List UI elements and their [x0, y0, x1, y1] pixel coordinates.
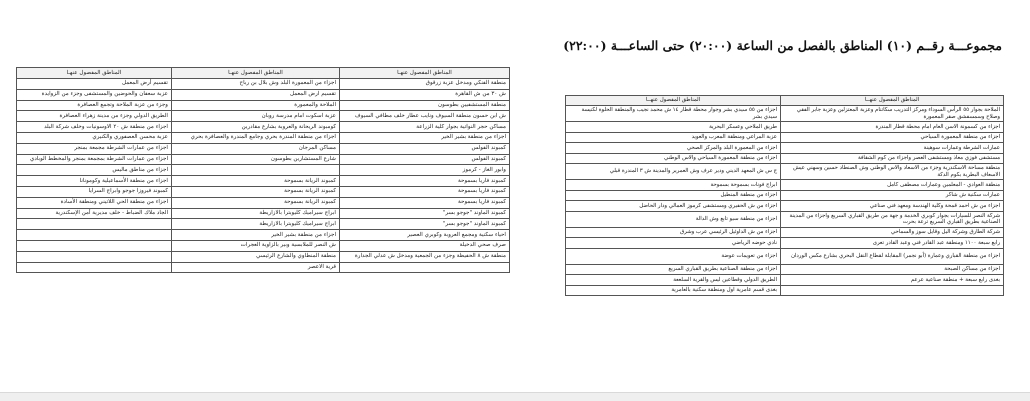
table-row	[566, 201, 1004, 212]
table-cell: بغدى قسم عامرية اول ومنطقة سكنية بالعامرية	[566, 285, 781, 296]
table-cell: كمبوند فيروزا جوجو وابراج السرايا	[17, 186, 172, 197]
table-row	[566, 248, 1004, 264]
table-cell	[340, 262, 510, 273]
table-row	[17, 230, 510, 241]
table-cell: كمبوند الماوند "جوجو بسر"	[340, 219, 510, 230]
table-cell: اجزاء من عمارات الشرطة بمجمعة بمنجر والمخطط الوبادي	[17, 154, 172, 165]
table-row	[17, 208, 510, 219]
table-row	[566, 227, 1004, 238]
table-row	[17, 111, 510, 122]
table-cell: منطقة المستشفيين بطوسون	[340, 100, 510, 111]
table-cell: اجزاء من مناطق ماليس	[17, 165, 172, 176]
table-row	[566, 190, 1004, 201]
table-cell: كمبوند الفولس	[340, 143, 510, 154]
table-cell	[781, 285, 1004, 296]
table-cell: ابراج سيراميك كليوبترا بالازاريطة	[172, 219, 340, 230]
table-cell: قرية الاعصر	[172, 262, 340, 273]
table-cell: شركة النصر للسيارات بجوار كوبري الخدمة و جهة من طريق القباري السريع واجزاء من المدينة الصناعية بطريق القباري السريع ترعة بحرت	[781, 211, 1004, 227]
table-cell: تقسيم ارض المعمل	[172, 89, 340, 100]
table-row	[566, 132, 1004, 143]
table-cell: كمبوند الفولس	[340, 154, 510, 165]
table-row	[17, 197, 510, 208]
table-cell: احياء سكنية ومجمع العروبة وكوبري العصير	[340, 230, 510, 241]
table-cell: منطقة الفنكي ومدخل عزبة زرقوق	[340, 79, 510, 90]
column-header: المناطق المفصول عنهـا	[340, 68, 510, 79]
table-cell: شارع المستشارين بطوسون	[172, 154, 340, 165]
table-cell: اجزاء من منطقة المعمورة السياحي والاس الوطني	[566, 153, 781, 164]
table-cell: اجزاء من منطقة بشير الخير	[172, 230, 340, 241]
table-cell	[17, 240, 172, 251]
table-cell: الملاحة والمعمورة	[172, 100, 340, 111]
table-cell	[17, 251, 172, 262]
table-cell: كمبوند الريانة بسموحة	[172, 197, 340, 208]
table-cell: اجزاء من منطقة المنطيل	[566, 190, 781, 201]
table-header-row	[17, 68, 510, 79]
table-row	[566, 211, 1004, 227]
right-outage-table	[565, 95, 1004, 296]
table-row	[566, 238, 1004, 249]
table-cell	[172, 165, 340, 176]
table-cell: مساكن حجر النواتية بجوار كلية الزراعة	[340, 122, 510, 133]
table-cell: ش النصر للملابسية وبير بالزاوية العجرات	[172, 240, 340, 251]
table-cell: اجزاء من تعويمات عوضة	[566, 248, 781, 264]
table-row	[17, 240, 510, 251]
table-row	[17, 165, 510, 176]
table-cell: كومبوند الريحانة والعروبة بشارع مقادرين	[172, 122, 340, 133]
table-cell: منطقة مساحة الاسكندرية وجزء من الاسعاد والاس الوطني وش الصنطاد حسين وسهني عيش الاسعاف البطربة بكوم الدكة	[781, 164, 1004, 180]
table-cell: اجزاء من منطقة الحي اللاتيني ومنطقة الأسادة	[17, 197, 172, 208]
table-cell: عمارات سكنية ش شاكر	[781, 190, 1004, 201]
table-cell: نادي حوضه الرياضي	[566, 238, 781, 249]
table-row	[566, 106, 1004, 122]
table-row	[17, 100, 510, 111]
table-cell: اجزاء من ش الداوئيل الرئيسي عرب وشرق	[566, 227, 781, 238]
table-row	[17, 143, 510, 154]
table-header-row	[566, 96, 1004, 106]
table-row	[566, 143, 1004, 154]
table-cell: شركة الطارق وشركة اليل وقايل سوز والسماحي	[781, 227, 1004, 238]
table-cell: ابراج سيراميك كليوبترا بالازاريطة	[172, 208, 340, 219]
table-cell: مساكن المرجان	[172, 143, 340, 154]
table-row	[566, 264, 1004, 275]
column-header: المناطق المفصول عنهــا	[781, 96, 1004, 106]
table-row	[17, 186, 510, 197]
table-cell: اجزاء من منطقة الأسماعيلية وكومونانا	[17, 176, 172, 187]
table-cell: منطقة ش ٨ الحفيظة وجزء من الجمعية ومدخل ش عدلي الجدارة	[340, 251, 510, 262]
table-row	[17, 176, 510, 187]
table-cell: كمبوند الريانة بسموحة	[172, 176, 340, 187]
table-cell: اجزاء من ش احمد قمحة وكلية الهندسة ومعهد فني صناعي	[781, 201, 1004, 212]
table-row	[17, 262, 510, 273]
table-cell: ج س ش المعهد الديني ودير عرف وش العمرير والمدينة ش ٣ المندرة قبلي	[566, 164, 781, 180]
table-cell: صرف صحي الدخيلة	[340, 240, 510, 251]
table-row	[566, 275, 1004, 286]
table-cell: اجزاء من منطقة المندرة بحري وجامع المندرة والعصافرة بحري	[172, 132, 340, 143]
table-cell: عمارات الشرطة وعمارات سوهينة	[781, 143, 1004, 154]
table-cell: ابراج فونات بسموحة بسموحة	[566, 180, 781, 191]
table-row	[566, 180, 1004, 191]
table-cell: اجزاء من ش الحفيري ومستشفى كرموز العمالي ودار الحاضل	[566, 201, 781, 212]
table-cell: اجزاء من منطقة المعمورة السياحي	[781, 132, 1004, 143]
table-row	[17, 251, 510, 262]
table-cell: وجزء من عزبة الملاحة وتجمع العصافرة	[17, 100, 172, 111]
table-cell: اجزاء من ٥٥ سيدي بشر وجوار محطة قطار ١٤ ش محمد نجيب والمنطقة الحلوة لكنيسة سيدي بشر	[566, 106, 781, 122]
table-cell: اجزاء من المعمورة البلد وش بلال بن رباح	[172, 79, 340, 90]
table-row	[566, 285, 1004, 296]
table-cell: ش ٣٠ من ش القاهرة	[340, 89, 510, 100]
page-title: مجموعـــة رقــم (١٠) المناطق بالفصل من الساعة (٢٠:٠٠) حتى الساعـــة (٢٢:٠٠)	[563, 38, 1002, 53]
table-cell: منطقة المنطاوي والشارع الرئيسي	[172, 251, 340, 262]
table-cell: رابع سبعة ١١٠٠ ومنطقة عبد القادر فني وعبد القادر تعرى	[781, 238, 1004, 249]
table-cell: الملاحة بجوار ٥٥ الرأس السوداء ومركز التدريب سكاتنام وعزبة المعتزلين وعزبة جابر الفقي وصلاح وسمسفشق صقر المعمورة	[781, 106, 1004, 122]
left-outage-table	[16, 67, 510, 273]
table-cell: طريق الملاحي وعسكر البحرية	[566, 122, 781, 133]
table-cell: اجزاء من منطقة سيو تابع وش الدالة	[566, 211, 781, 227]
table-cell: تقسيم أرض المعمل	[17, 79, 172, 90]
table-cell	[17, 230, 172, 241]
table-cell: كمبوند فاريا بسموحة	[340, 197, 510, 208]
table-cell: عزبة المراعي ومنطقة المعرب والعويد	[566, 132, 781, 143]
table-cell: ش ابن حسون منطقة السيوف ونايب عطار خلف مطافي السيوف	[340, 111, 510, 122]
table-cell: الجاد ملاك الضباط - خلف مديرية أمن الإسكندرية	[17, 208, 172, 219]
table-cell: مستشفى فوزي معاذ ومستشفى العصر واجزاء من كوم الشقافة	[781, 153, 1004, 164]
table-cell: اجزاء من منطقة الصناعية بطريق القباري السريع	[566, 264, 781, 275]
table-cell: اجزاء من منطقة القباري وعمارة (أبو نجمر) المقابلة لقطاع النقل البحري بشارع مكس الوردان	[781, 248, 1004, 264]
table-cell: اجزاء من كسمونة الاسن العام امام محطة قطار المندرة	[781, 122, 1004, 133]
table-cell: اجزاء من مساكن الصبحة	[781, 264, 1004, 275]
table-row	[17, 79, 510, 90]
table-row	[17, 89, 510, 100]
table-cell: بغدى رابع سبعة + منطقة صناعية عرعم	[781, 275, 1004, 286]
table-cell: الطريق الدولي وجزء من مدينة زهراء العصافرة	[17, 111, 172, 122]
table-cell: عزبة اسكوت امام مدرسة روبان	[172, 111, 340, 122]
table-cell: كمبوند الريانة بسموحة	[172, 186, 340, 197]
table-row	[17, 132, 510, 143]
table-cell: اجزاء من المعمورة البلد والمركز الصحي	[566, 143, 781, 154]
table-cell: عزبة محسن العصفوري والكنيري	[17, 132, 172, 143]
table-cell	[17, 219, 172, 230]
table-cell: اجزاء من عمارات الشرطة مجمعة بمنجر	[17, 143, 172, 154]
table-cell: وابور الغاز - كرموز	[340, 165, 510, 176]
column-header: المناطق المفصول عنهـا	[172, 68, 340, 79]
table-cell	[17, 262, 172, 273]
table-cell: اجزاء من منطقة ش ٢٠ الاوسونيات وخلف شركة البلد	[17, 122, 172, 133]
column-header: المناطق المفصول عنهـا	[17, 68, 172, 79]
table-cell: الطريق الدولي وقطاعين ليس والقرية السلععة	[566, 275, 781, 286]
table-row	[566, 164, 1004, 180]
table-row	[566, 122, 1004, 133]
table-cell: اجزاء من منطقة بشير الخير	[340, 132, 510, 143]
table-cell: عزبة سعفان والحوضين والمستشفى وجزء من الزوايدة	[17, 89, 172, 100]
table-row	[17, 122, 510, 133]
table-cell: كمبوند فاريا بسموحة	[340, 176, 510, 187]
table-cell: كمبوند فاريا بسموحة	[340, 186, 510, 197]
table-row	[17, 219, 510, 230]
table-row	[17, 154, 510, 165]
table-cell: كمبوند الماوند "جوجو بسر"	[340, 208, 510, 219]
column-header: المناطق المفصول عنهــا	[566, 96, 781, 106]
table-row	[566, 153, 1004, 164]
table-cell: منطقة العوادي - المعلمين وعمارات مصطفى كامل	[781, 180, 1004, 191]
